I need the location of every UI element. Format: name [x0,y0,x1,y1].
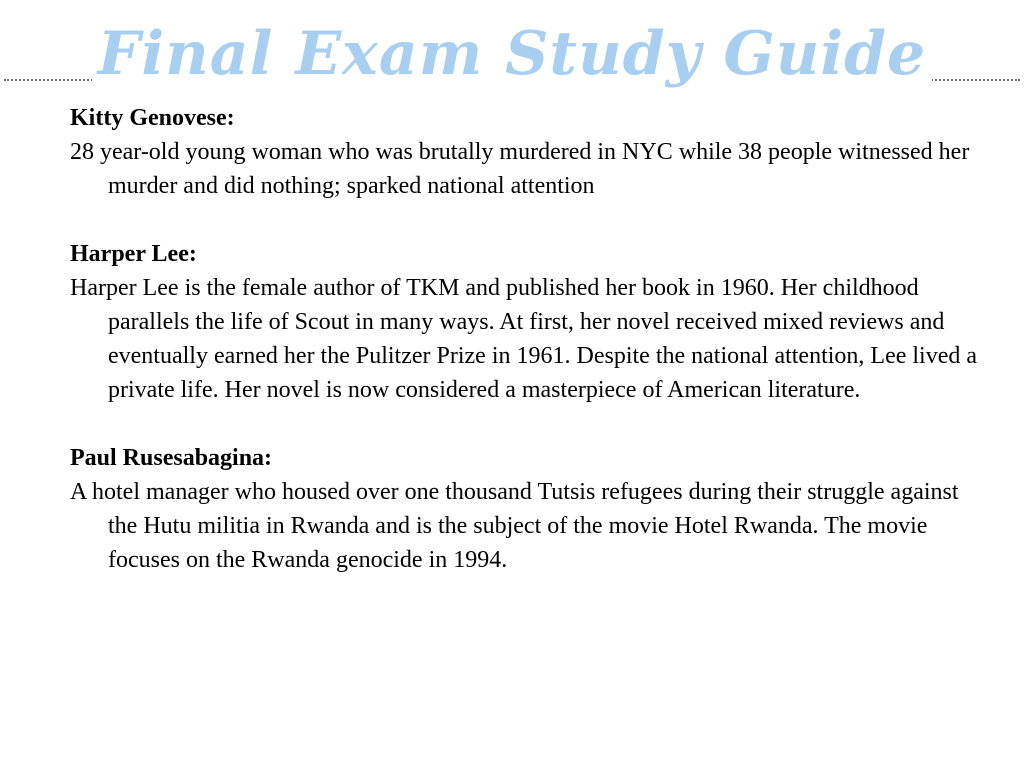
study-guide-content [70,101,985,611]
entry-term: Kitty Genovese: [70,105,235,131]
entry-harper-lee [70,237,985,407]
entry-term: Paul Rusesabagina: [70,445,273,471]
entry-definition: A hotel manager who housed over one thousand Tutsis refugees during their struggle against the Hutu militia in Rwanda and is the subject of the movie Hotel Rwanda. The movie focuses on the Rwanda genocide in 1994. [70,479,959,573]
entry-definition: 28 year-old young woman who was brutally murdered in NYC while 38 people witnessed her murder and did nothing; sparked national attention [70,139,970,199]
entry-term: Harper Lee: [70,241,197,267]
entry-kitty-genovese [70,101,985,203]
page-title [0,14,1024,94]
entry-definition: Harper Lee is the female author of TKM and published her book in 1960. Her childhood parallels the life of Scout in many ways. At first, her novel received mixed reviews and eventually earned her the Pulitzer Prize in 1961. Despite the national attention, Lee lived a private life. Her novel is now considered a masterpiece of American literature. [70,275,978,403]
entry-paul-rusesabagina [70,441,985,577]
page-title-text: Final Exam Study Guide [92,19,932,89]
